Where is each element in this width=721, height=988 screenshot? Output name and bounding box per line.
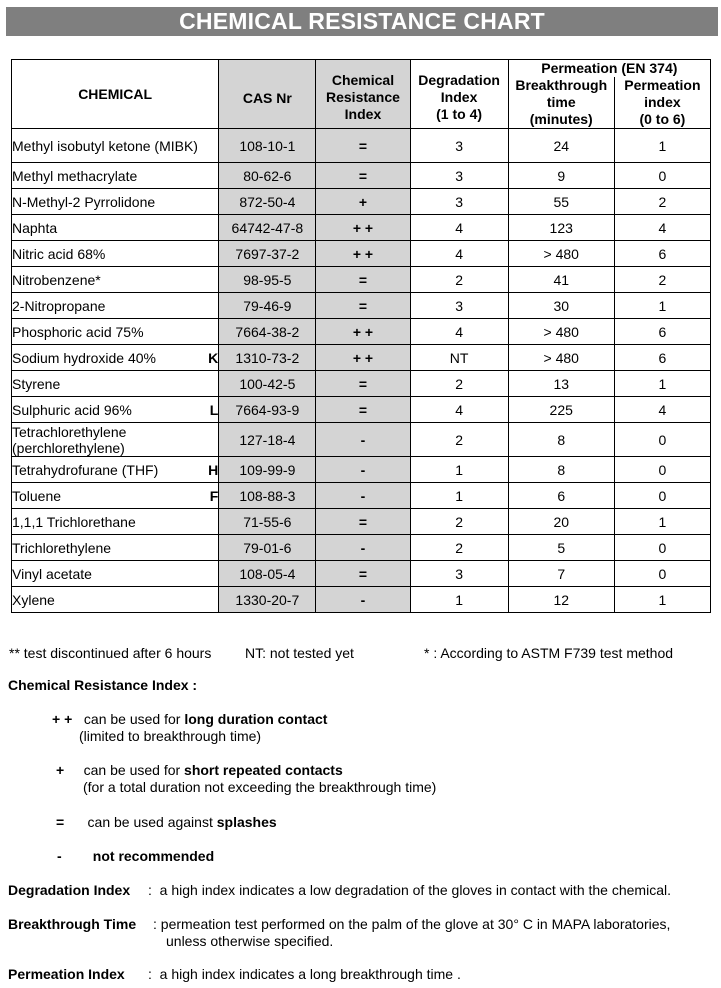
resistance-index: =	[316, 163, 410, 189]
table-row	[12, 163, 711, 189]
chemical-name-text: 2-Nitropropane	[12, 297, 106, 314]
legend-text: can be used for	[83, 762, 185, 778]
degradation-index: 2	[410, 371, 508, 397]
table-row	[12, 215, 711, 241]
header-breakthrough-line: time	[546, 94, 576, 110]
definition-breakthrough-cont: unless otherwise specified.	[166, 933, 334, 949]
chemical-name-text: Sulphuric acid 96%	[12, 401, 132, 418]
header-breakthrough-line: Breakthrough	[515, 77, 608, 93]
degradation-index: 4	[410, 241, 508, 267]
permeation-index: 6	[614, 241, 710, 267]
chemical-name-text: Methyl methacrylate	[12, 167, 138, 184]
chemical-name-text: Styrene	[12, 375, 61, 392]
footnote-mark: L	[209, 401, 219, 418]
cas-number: 64742-47-8	[219, 215, 316, 241]
breakthrough-time: 9	[508, 163, 614, 189]
header-breakthrough	[508, 77, 614, 129]
table-row	[12, 293, 711, 319]
permeation-index: 1	[614, 129, 710, 163]
header-cri	[316, 60, 410, 129]
breakthrough-time: 30	[508, 293, 614, 319]
cas-number: 79-01-6	[219, 535, 316, 561]
table-row	[12, 561, 711, 587]
chemical-name-text: Tetrahydrofurane (THF)	[12, 461, 159, 478]
resistance-index: =	[316, 129, 410, 163]
resistance-index: -	[316, 587, 410, 613]
header-chemical: CHEMICAL	[12, 60, 219, 129]
cas-number: 7664-38-2	[219, 319, 316, 345]
table-row	[12, 587, 711, 613]
header-degradation-line: Index	[440, 88, 478, 105]
definition-sep: :	[153, 916, 157, 932]
cas-number: 872-50-4	[219, 189, 316, 215]
definition-term: Degradation Index	[8, 882, 131, 898]
chemical-name	[12, 509, 219, 535]
chemical-name	[12, 345, 219, 371]
breakthrough-time: 123	[508, 215, 614, 241]
resistance-index: -	[316, 483, 410, 509]
breakthrough-time: 6	[508, 483, 614, 509]
legend-minus	[57, 848, 214, 864]
breakthrough-time: 225	[508, 397, 614, 423]
legend-symbol: +	[56, 762, 65, 778]
permeation-index: 6	[614, 345, 710, 371]
permeation-index: 0	[614, 483, 710, 509]
header-permeation-line: (0 to 6)	[639, 111, 686, 127]
header-permeation-line: Permeation	[624, 77, 701, 93]
breakthrough-time: 7	[508, 561, 614, 587]
resistance-index: -	[316, 457, 410, 483]
permeation-index: 0	[614, 457, 710, 483]
resistance-index: + +	[316, 215, 410, 241]
resistance-index: + +	[316, 319, 410, 345]
breakthrough-time: > 480	[508, 345, 614, 371]
degradation-index: 2	[410, 267, 508, 293]
legend-bold: long duration contact	[184, 711, 328, 727]
table-body	[12, 129, 711, 613]
header-degradation-line: (1 to 4)	[436, 105, 483, 122]
breakthrough-time: > 480	[508, 241, 614, 267]
footnote-nt: NT: not tested yet	[245, 645, 354, 661]
chemical-name-text: Nitrobenzene*	[12, 271, 101, 288]
permeation-index: 1	[614, 509, 710, 535]
resistance-index: +	[316, 189, 410, 215]
legend-plusplus-sub: (limited to breakthrough time)	[79, 728, 262, 744]
chemical-name	[12, 561, 219, 587]
degradation-index: 1	[410, 587, 508, 613]
breakthrough-time: 12	[508, 587, 614, 613]
chemical-name	[12, 397, 219, 423]
cas-number: 7697-37-2	[219, 241, 316, 267]
chemical-name-text: Xylene	[12, 591, 55, 608]
cas-number: 98-95-5	[219, 267, 316, 293]
table-row	[12, 319, 711, 345]
legend-plus	[56, 762, 343, 778]
chemical-name-text: Toluene	[12, 487, 62, 504]
header-permeation-group: Permeation (EN 374)	[508, 60, 710, 78]
breakthrough-time: 8	[508, 457, 614, 483]
chemical-name	[12, 129, 219, 163]
resistance-index: -	[316, 535, 410, 561]
chemical-name	[12, 163, 219, 189]
legend-bold: splashes	[216, 814, 277, 830]
definition-permeation	[8, 966, 461, 982]
permeation-index: 1	[614, 371, 710, 397]
table-row	[12, 189, 711, 215]
breakthrough-time: 24	[508, 129, 614, 163]
legend-text: can be used against	[87, 814, 217, 830]
definition-text: permeation test performed on the palm of the glove at 30° C in MAPA laboratories,	[160, 916, 671, 932]
chemical-name	[12, 535, 219, 561]
permeation-index: 4	[614, 215, 710, 241]
legend-symbol: =	[56, 814, 65, 830]
resistance-index: =	[316, 397, 410, 423]
degradation-index: 2	[410, 423, 508, 457]
permeation-index: 4	[614, 397, 710, 423]
chart-title: CHEMICAL RESISTANCE CHART	[6, 7, 718, 36]
resistance-index: =	[316, 293, 410, 319]
degradation-index: 1	[410, 457, 508, 483]
table-row	[12, 423, 711, 457]
table-row	[12, 535, 711, 561]
permeation-index: 1	[614, 293, 710, 319]
header-cas: CAS Nr	[219, 60, 316, 129]
cas-number: 1310-73-2	[219, 345, 316, 371]
cas-number: 71-55-6	[219, 509, 316, 535]
degradation-index: 3	[410, 561, 508, 587]
legend-bold: short repeated contacts	[184, 762, 343, 778]
table-row	[12, 371, 711, 397]
definition-sep: :	[148, 966, 152, 982]
chemical-name-text: 1,1,1 Trichlorethane	[12, 513, 136, 530]
degradation-index: 2	[410, 535, 508, 561]
breakthrough-time: 13	[508, 371, 614, 397]
footnote-discontinued: ** test discontinued after 6 hours	[9, 645, 212, 661]
resistance-index: =	[316, 267, 410, 293]
chemical-name-text: Tetrachlorethylene (perchlorethylene)	[12, 423, 127, 456]
resistance-index: =	[316, 371, 410, 397]
table-row	[12, 457, 711, 483]
definition-term: Permeation Index	[8, 966, 125, 982]
chemical-name	[12, 423, 219, 457]
resistance-index: -	[316, 423, 410, 457]
degradation-index: NT	[410, 345, 508, 371]
chemical-name-text: Sodium hydroxide 40%	[12, 349, 156, 366]
table-row	[12, 397, 711, 423]
degradation-index: 3	[410, 189, 508, 215]
chemical-name-text: Naphta	[12, 219, 58, 236]
legend-symbol: -	[57, 848, 62, 864]
permeation-index: 0	[614, 535, 710, 561]
chemical-name	[12, 457, 219, 483]
definition-text: a high index indicates a long breakthrough time .	[159, 966, 461, 982]
legend-heading: Chemical Resistance Index :	[8, 677, 198, 693]
breakthrough-time: 41	[508, 267, 614, 293]
chemical-name-text: Phosphoric acid 75%	[12, 323, 144, 340]
resistance-index: + +	[316, 241, 410, 267]
table-row	[12, 241, 711, 267]
permeation-index: 6	[614, 319, 710, 345]
permeation-index: 1	[614, 587, 710, 613]
chemical-name	[12, 189, 219, 215]
breakthrough-time: 20	[508, 509, 614, 535]
cas-number: 108-10-1	[219, 129, 316, 163]
header-degradation	[410, 60, 508, 129]
degradation-index: 3	[410, 293, 508, 319]
cas-number: 127-18-4	[219, 423, 316, 457]
cas-number: 79-46-9	[219, 293, 316, 319]
cas-number: 1330-20-7	[219, 587, 316, 613]
breakthrough-time: 5	[508, 535, 614, 561]
definition-text: a high index indicates a low degradation of the gloves in contact with the chemical.	[159, 882, 671, 898]
degradation-index: 3	[410, 163, 508, 189]
cas-number: 109-99-9	[219, 457, 316, 483]
permeation-index: 0	[614, 561, 710, 587]
breakthrough-time: 8	[508, 423, 614, 457]
table-row	[12, 129, 711, 163]
degradation-index: 1	[410, 483, 508, 509]
chemical-name	[12, 241, 219, 267]
cas-number: 7664-93-9	[219, 397, 316, 423]
legend-equal	[56, 814, 277, 830]
breakthrough-time: 55	[508, 189, 614, 215]
degradation-index: 4	[410, 319, 508, 345]
chemical-name	[12, 267, 219, 293]
permeation-index: 2	[614, 189, 710, 215]
legend-symbol: + +	[52, 711, 73, 727]
header-permeation-line: index	[644, 94, 681, 110]
chemical-resistance-table	[11, 59, 711, 613]
definition-degradation	[8, 882, 671, 898]
resistance-index: + +	[316, 345, 410, 371]
chemical-name-text: Methyl isobutyl ketone (MIBK)	[12, 137, 198, 154]
header-breakthrough-line: (minutes)	[529, 111, 593, 127]
header-cri-line: Chemical	[331, 71, 395, 88]
chemical-name	[12, 483, 219, 509]
chemical-name	[12, 293, 219, 319]
legend-plusplus	[52, 711, 327, 727]
degradation-index: 4	[410, 397, 508, 423]
chemical-name	[12, 319, 219, 345]
footnote-mark: F	[209, 487, 219, 504]
legend-bold: not recommended	[92, 848, 215, 864]
degradation-index: 4	[410, 215, 508, 241]
chemical-name-text: Vinyl acetate	[12, 565, 92, 582]
header-cri-line: Index	[344, 105, 382, 122]
permeation-index: 0	[614, 163, 710, 189]
chemical-name-text: Trichlorethylene	[12, 539, 112, 556]
cas-number: 108-05-4	[219, 561, 316, 587]
chemical-name-text: Nitric acid 68%	[12, 245, 106, 262]
table-row	[12, 345, 711, 371]
degradation-index: 3	[410, 129, 508, 163]
chemical-name-text: N-Methyl-2 Pyrrolidone	[12, 193, 156, 210]
chemical-name	[12, 587, 219, 613]
resistance-index: =	[316, 561, 410, 587]
permeation-index: 2	[614, 267, 710, 293]
header-degradation-line: Degradation	[418, 71, 500, 88]
table-row	[12, 483, 711, 509]
table-row	[12, 509, 711, 535]
cas-number: 108-88-3	[219, 483, 316, 509]
definition-term: Breakthrough Time	[8, 916, 137, 932]
chemical-name	[12, 371, 219, 397]
legend-text: can be used for	[83, 711, 185, 727]
header-permeation-index	[614, 77, 710, 129]
footnote-mark: H	[208, 461, 219, 478]
table-row	[12, 267, 711, 293]
chemical-name	[12, 215, 219, 241]
breakthrough-time: > 480	[508, 319, 614, 345]
definition-breakthrough	[8, 916, 670, 932]
permeation-index: 0	[614, 423, 710, 457]
footnote-mark: K	[208, 349, 219, 366]
header-cri-line: Resistance	[326, 88, 400, 105]
legend-plus-sub: (for a total duration not exceeding the breakthrough time)	[83, 779, 437, 795]
definition-sep: :	[148, 882, 152, 898]
degradation-index: 2	[410, 509, 508, 535]
cas-number: 80-62-6	[219, 163, 316, 189]
footnote-astm: * : According to ASTM F739 test method	[424, 645, 674, 661]
resistance-index: =	[316, 509, 410, 535]
cas-number: 100-42-5	[219, 371, 316, 397]
